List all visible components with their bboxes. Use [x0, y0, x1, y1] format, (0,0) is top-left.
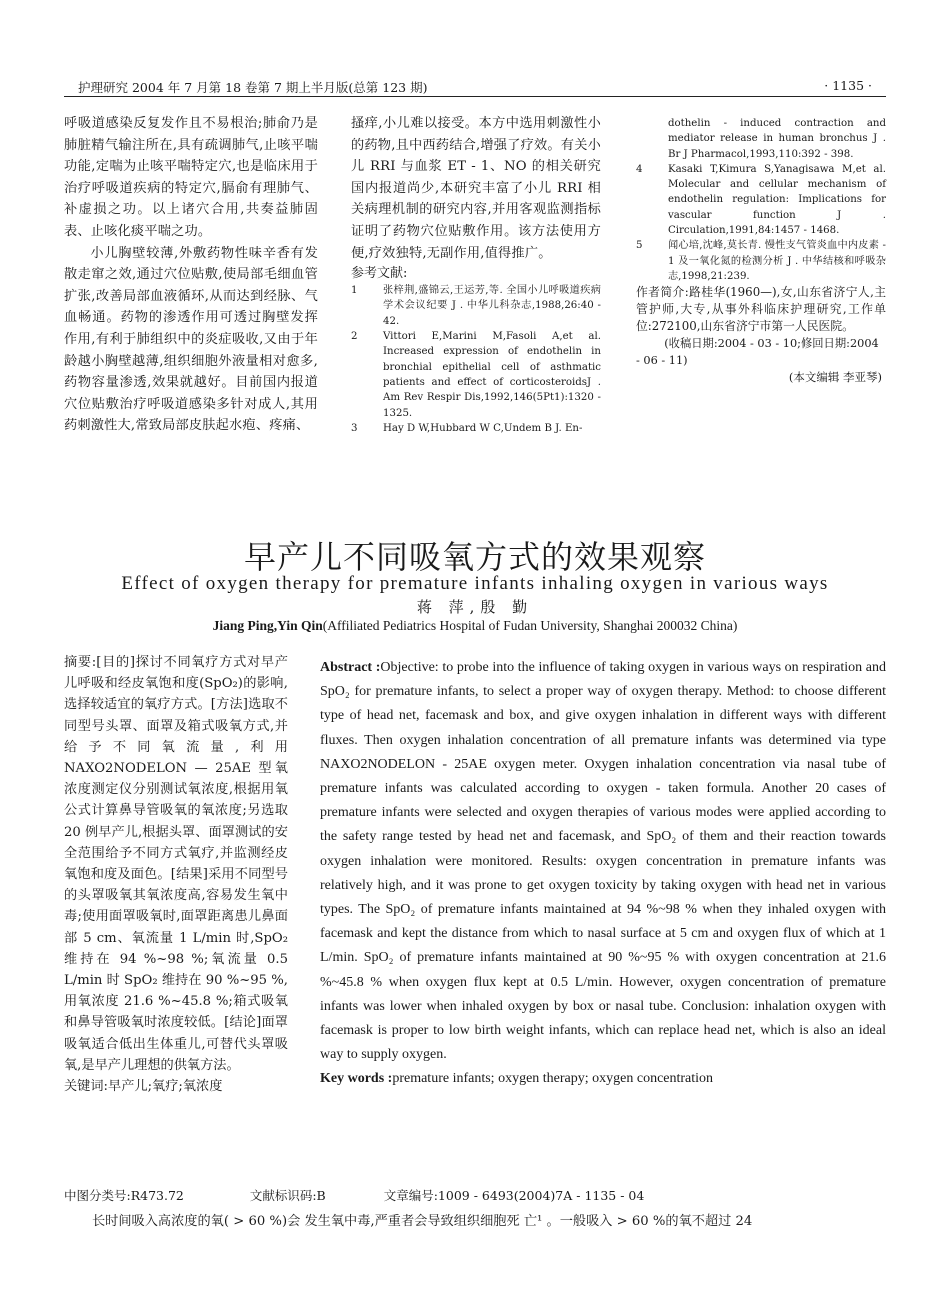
- document-code: 文献标识码:B: [249, 1188, 326, 1203]
- journal-info: 护理研究 2004 年 7 月第 18 卷第 7 期上半月版(总第 123 期): [78, 80, 428, 95]
- affiliation: [0, 618, 950, 634]
- keywords-en: premature infants; oxygen therapy; oxygen concentration: [392, 1071, 714, 1087]
- article-title-zh: 早产儿不同吸氧方式的效果观察: [243, 538, 706, 576]
- article-number: 文章编号:1009 - 6493(2004)7A - 1135 - 04: [383, 1188, 645, 1203]
- paragraph: 呼吸道感染反复发作且不易根治;肺俞乃是肺脏精气输注所在,具有疏调肺气,止咳平喘功能,定喘为止咳平喘特定穴,也是临床用于治疗呼吸道疾病的特定穴,膈俞有理肺气、补虚损之功。以上诸穴合用,共奏益肺固表、止咳化痰平喘之功。: [64, 116, 318, 239]
- author-info: 作者简介:路桂华(1960—),女,山东省济宁人,主管护师,大专,从事外科临床护理研究,工作单位:272100,山东省济宁市第一人民医院。: [636, 285, 886, 334]
- paragraph: 搔痒,小儿难以接受。本方中选用刺激性小的药物,且中西药结合,增强了疗效。有关小儿 RRI 与血浆 ET - 1、NO 的相关研究国内报道尚少,本研究丰富了小儿 RRI 相关病理机制的研究内容,并用客观监测指标证明了药物穴位贴敷作用。该方法使用方便,疗效独特,无副作用,值得推广。: [351, 116, 601, 261]
- page-number: · 1135 ·: [824, 78, 872, 93]
- reference-item: 4 Kasaki T,Kimura S,Yanagisawa M,et al. Molecular and cellular mechanism of endothelin regulation: Implications for vascular function J . Circulation,1991,84:1457 - 1468.: [636, 163, 886, 237]
- keywords-label: Key words :: [320, 1071, 393, 1087]
- abstract-en: [320, 656, 886, 1092]
- reference-item: dothelin - induced contraction and mediator release in human bronchus J . Br J Pharmacol,1993,110:392 - 398.: [668, 118, 886, 160]
- column-1: [64, 113, 318, 437]
- reference-item: 2 Vittori E,Marini M,Fasoli A,et al. Increased expression of endothelin in bronchial epithelial cell of asthmatic patients and effect of corticosteroidsJ . Am Rev Respir Dis,1992,146(5Pt1):1320 - 1325.: [351, 331, 601, 419]
- column-3: [636, 116, 886, 386]
- abstract-label: Abstract :: [320, 660, 381, 675]
- abstract-en-text: Objective: to probe into the influence of taking oxygen in various ways on respiration and SpO₂ for premature infants, to select a proper way of oxygen therapy. Method: to choose different type of head net, facemask and box, and give oxygen inhalation in different ways with different fluxes. Then oxygen inhalation concentration of all premature infants was determined via type NAXO2NODELON - 25AE oxygen meter. Oxygen inhalation concentration via nasal tube of premature infants was calculated according to oxygen - taken formula. Another 20 cases of premature infants were selected and oxygen therapies of various modes were applied according to the safety range tested by head net and facemask, and SpO₂ of them and their reaction towards oxygen inhalation were monitored. Results: oxygen concentration in premature infants was relatively high, and it was prone to get oxygen toxicity by taking oxygen with head net in various types. The SpO₂ of premature infants maintained at 94 %~98 % when they inhaled oxygen with facemask and kept the distance from which to nasal surface at 5 cm and oxygen flux of which at 1 L/min. SpO₂ of premature infants maintained at 90 %~95 % with oxygen concentration at 21.6 %~45.8 % when oxygen flux kept at 0.5 L/min. However, oxygen concentration of premature infants was lower when inhaled oxygen by box or nasal tube. Conclusion: inhalation oxygen with facemask is proper to low birth weight infants, which can replace head net, which is also an ideal way to supply oxygen.: [320, 660, 886, 1063]
- body-text-start: 长时间吸入高浓度的氧( > 60 %)会 发生氧中毒,严重者会导致组织细胞死 亡¹ 。一般吸入 > 60 %的氧不超过 24: [92, 1214, 753, 1229]
- editor-note: (本文编辑 李亚琴): [788, 370, 882, 385]
- classification-line: [64, 1186, 644, 1204]
- paragraph: 小儿胸壁较薄,外敷药物性味辛香有发散走窜之效,通过穴位贴敷,使局部毛细血管扩张,改善局部血液循环,从而达到经脉、气血畅通。药物的渗透作用可透过胸壁发挥作用,有利于肺组织中的炎症吸收,又由于年龄越小胸壁越薄,组织细胞外液量相对愈多,药物容量渗透,效果就越好。目前国内报道穴位贴敷治疗呼吸道感染多针对成人,其用药刺激性大,常致局部皮肤起水疱、疼痛、: [64, 245, 318, 434]
- keywords-zh: 关键词:早产儿;氧疗;氧浓度: [64, 1079, 223, 1095]
- column-2: [351, 113, 601, 436]
- abstract-zh-text: 摘要:[目的]探讨不同氧疗方式对早产儿呼吸和经皮氧饱和度(SpO₂)的影响,选择较适宜的氧疗方式。[方法]选取不同型号头罩、面罩及箱式吸氧方式,并给予不同氧流量,利用 NAXO2NODELON — 25AE 型氧浓度测定仪分别测试氧浓度,根据用氧公式计算鼻导管吸氧的氧浓度;另选取 20 例早产儿,根据头罩、面罩测试的安全范围给予不同方式氧疗,并监测经皮氧饱和度及面色。[结果]采用不同型号的头罩吸氧其氧浓度高,容易发生氧中毒;使用面罩吸氧时,面罩距离患儿鼻面部 5 cm、氧流量 1 L/min 时,SpO₂ 维持在 94 %~98 %;氧流量 0.5 L/min 时 SpO₂ 维持在 90 %~95 %,用氧浓度 21.6 %~45.8 %;箱式吸氧和鼻导管吸氧时浓度较低。[结论]面罩吸氧适合低出生体重儿,可替代头罩吸氧,是早产儿理想的供氧方法。: [64, 655, 288, 1073]
- references-heading: 参考文献:: [351, 266, 408, 282]
- reference-item: 1 张梓荆,盛锦云,王运芳,等. 全国小儿呼吸道疾病学术会议纪要 J . 中华儿科杂志,1988,26:40 - 42.: [351, 285, 601, 327]
- running-header: [64, 78, 886, 97]
- article-title-en: Effect of oxygen therapy for premature infants inhaling oxygen in various ways: [121, 573, 829, 594]
- authors-zh: 蒋 萍,殷 勤: [416, 598, 534, 616]
- authors-en: Jiang Ping,Yin Qin: [212, 618, 323, 633]
- reference-item: 5 闻心培,沈峰,莫长青. 慢性支气管炎血中内皮素 - 1 及一氧化氮的检测分析 J . 中华结核和呼吸杂志,1998,21:239.: [636, 240, 886, 282]
- abstract-zh: [64, 652, 288, 1097]
- reference-item: 3 Hay D W,Hubbard W C,Undem B J. En-: [351, 422, 583, 434]
- affiliation-text: (Affiliated Pediatrics Hospital of Fudan University, Shanghai 200032 China): [322, 618, 738, 633]
- received-dates: (收稿日期:2004 - 03 - 10;修回日期:2004 - 06 - 11): [636, 337, 879, 368]
- clc-number: 中图分类号:R473.72: [64, 1188, 184, 1203]
